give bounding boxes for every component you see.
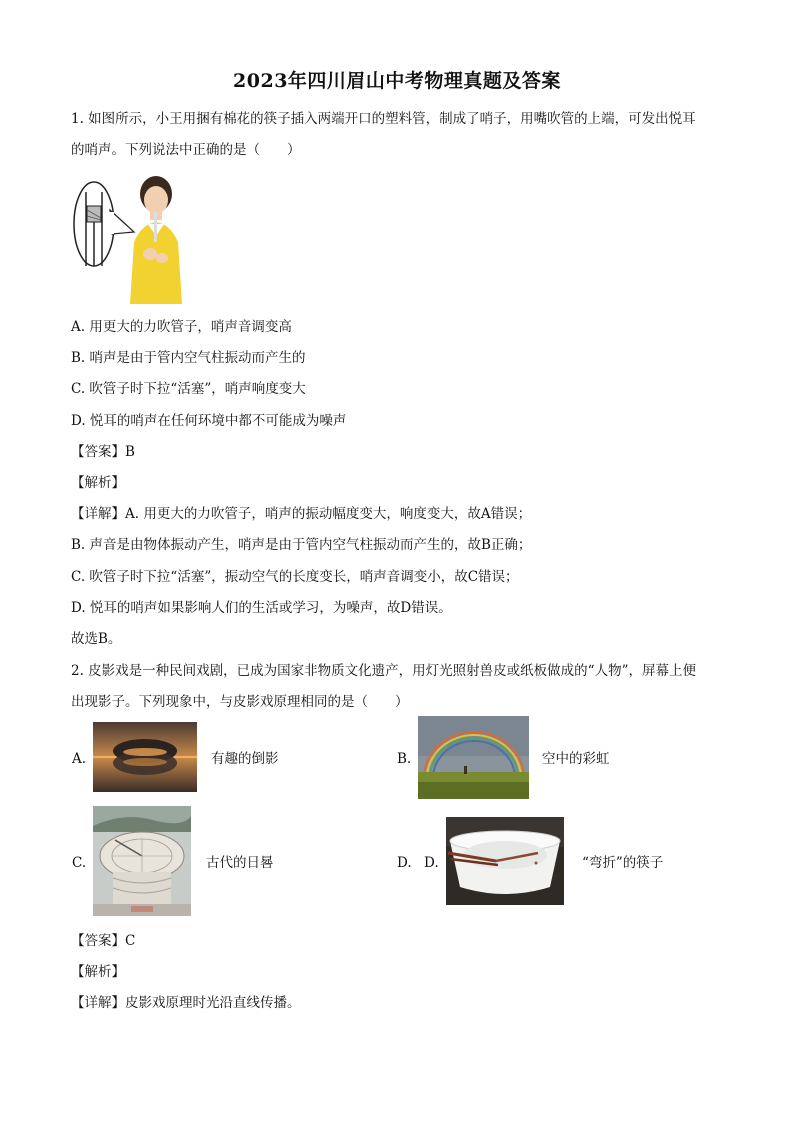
q2-option-a-image [93, 722, 197, 792]
q2-answer: 【答案】C [71, 933, 136, 949]
q2-detail: 【详解】皮影戏原理时光沿直线传播。 [71, 995, 301, 1011]
q2-option-c-image [93, 806, 191, 916]
q2-stem-line1: 2. 皮影戏是一种民间戏剧，已成为国家非物质文化遗产，用灯光照射兽皮或纸板做成的“人物”，屏幕上便 [71, 663, 696, 679]
q1-detail-a: 【详解】A. 用更大的力吹管子，哨声的振动幅度变大，响度变大，故A错误； [71, 506, 532, 522]
q1-answer: 【答案】B [71, 444, 135, 460]
q1-stem-line1: 1. 如图所示，小王用捆有棉花的筷子插入两端开口的塑料管，制成了哨子，用嘴吹管的上端，可发出悦耳 [71, 111, 696, 127]
q2-option-c-letter: C. [72, 855, 87, 871]
q2-option-d-letter-repeat: D. [424, 855, 439, 871]
q1-option-a: A. 用更大的力吹管子，哨声音调变高 [71, 319, 292, 335]
q2-option-b-letter: B. [397, 751, 412, 767]
q2-option-b-text: 空中的彩虹 [542, 751, 610, 767]
q1-conclusion: 故选B。 [71, 631, 122, 647]
q2-option-d-text: “弯折”的筷子 [582, 855, 664, 871]
q2-stem-line2: 出现影子。下列现象中，与皮影戏原理相同的是（ ） [71, 694, 409, 710]
q2-option-c-text: 古代的日晷 [206, 855, 274, 871]
q1-whistle-figure [72, 172, 192, 304]
q1-option-d: D. 悦耳的哨声在任何环境中都不可能成为噪声 [71, 413, 347, 429]
q1-detail-b: B. 声音是由物体振动产生，哨声是由于管内空气柱振动而产生的，故B正确； [71, 537, 532, 553]
q2-option-a-letter: A. [72, 751, 87, 767]
q2-option-a-text: 有趣的倒影 [211, 751, 279, 767]
q1-option-b: B. 哨声是由于管内空气柱振动而产生的 [71, 350, 306, 366]
page-title: 2023年四川眉山中考物理真题及答案 [233, 70, 561, 92]
q1-option-c: C. 吹管子时下拉“活塞”，哨声响度变大 [71, 381, 306, 397]
q1-detail-d: D. 悦耳的哨声如果影响人们的生活或学习，为噪声，故D错误。 [71, 600, 452, 616]
q1-analysis-heading: 【解析】 [71, 475, 125, 491]
q2-option-d-image [446, 817, 564, 905]
q1-stem-line2: 的哨声。下列说法中正确的是（ ） [71, 142, 301, 158]
q1-detail-c: C. 吹管子时下拉“活塞”，振动空气的长度变长，哨声音调变小，故C错误； [71, 569, 519, 585]
q2-option-b-image [418, 716, 529, 799]
q2-option-d-letter: D. [397, 855, 412, 871]
q2-analysis-heading: 【解析】 [71, 964, 125, 980]
